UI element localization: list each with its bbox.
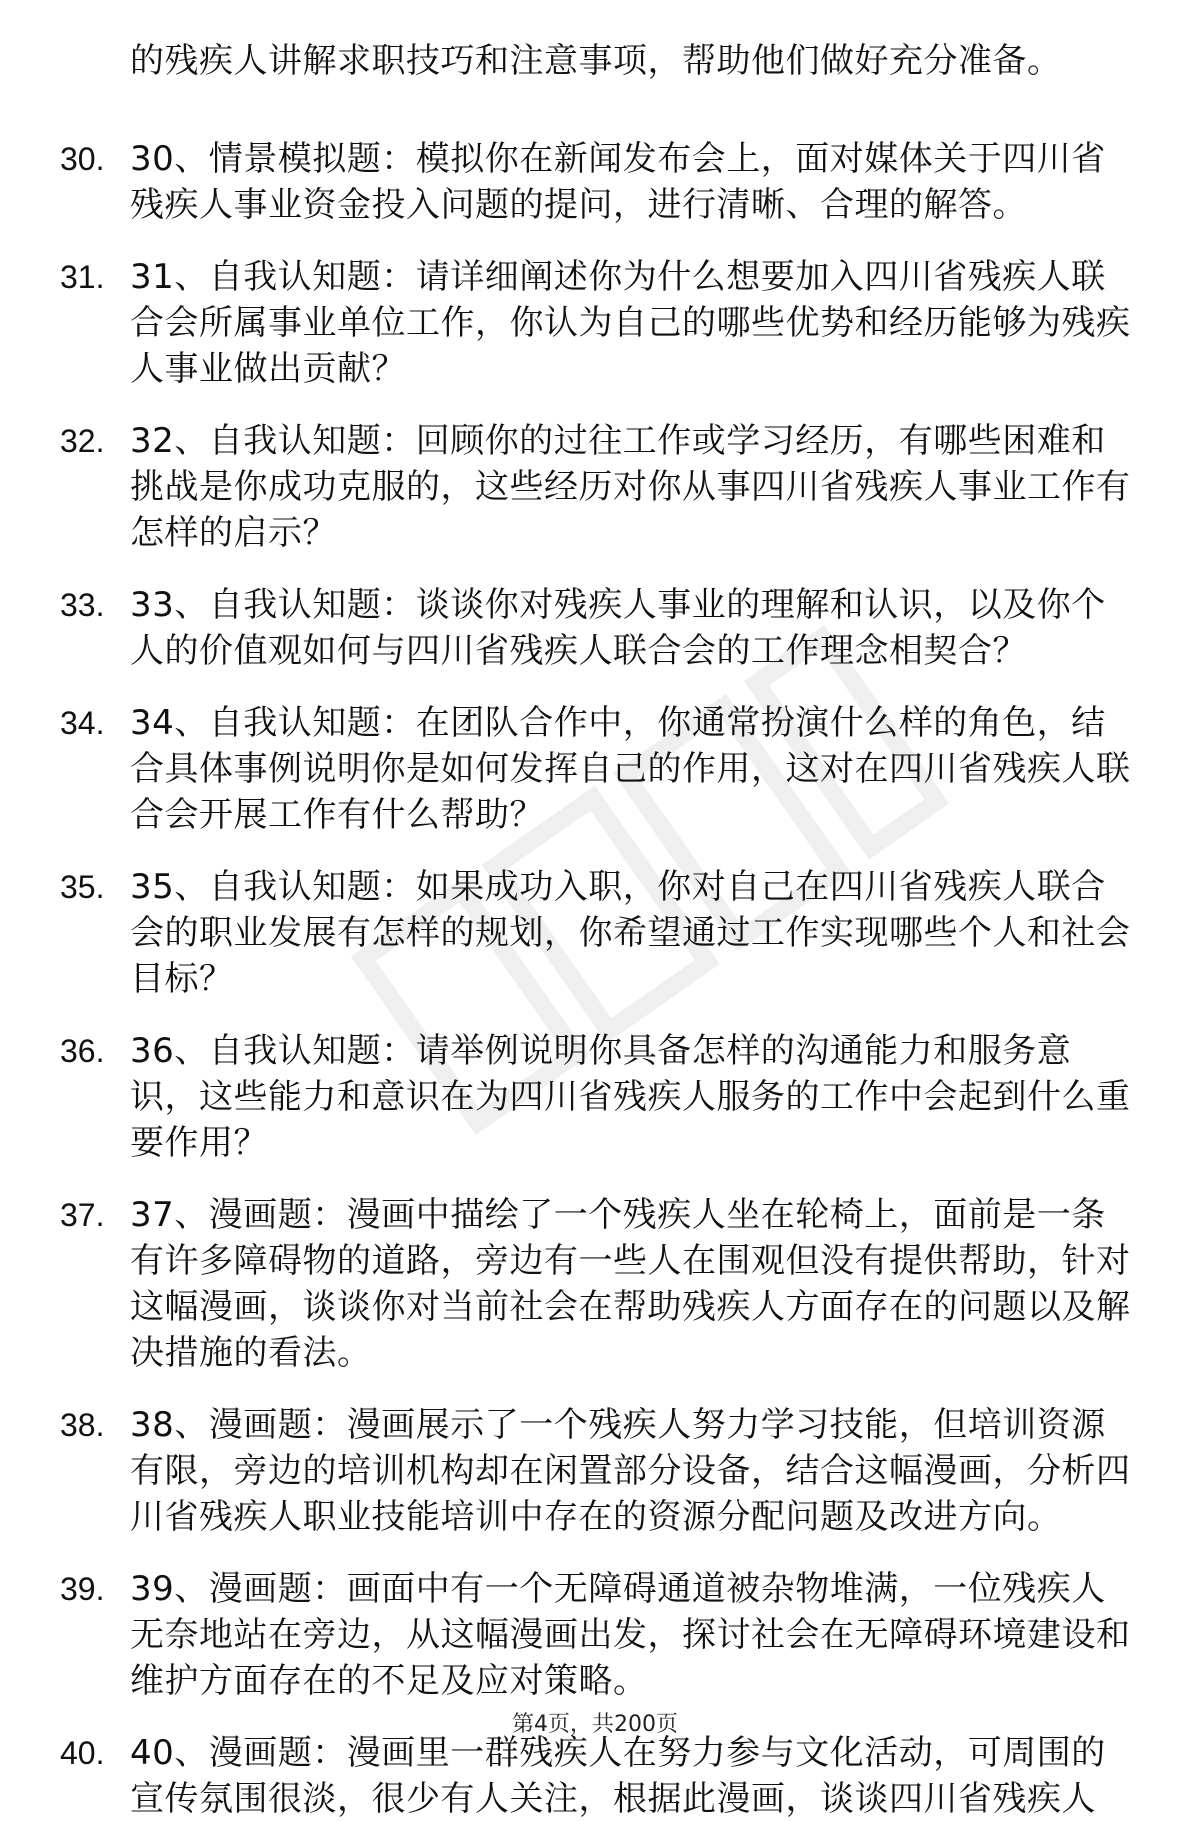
item-number: 31.	[60, 259, 105, 295]
item-number: 33.	[60, 587, 105, 623]
item-number: 30.	[60, 141, 105, 177]
continuation-text: 的残疾人讲解求职技巧和注意事项，帮助他们做好充分准备。	[130, 41, 1062, 81]
page-footer: 第4页，共200页	[512, 1712, 678, 1737]
item-number: 34.	[60, 705, 105, 741]
question-list	[60, 38, 1140, 1822]
item-number: 32.	[60, 423, 105, 459]
list-item	[60, 864, 1140, 1002]
item-text: 35、自我认知题：如果成功入职，你对自己在四川省残疾人联合会的职业发展有怎样的规划，你希望通过工作实现哪些个人和社会目标？	[130, 867, 1131, 999]
item-number: 39.	[60, 1571, 105, 1607]
list-item	[60, 418, 1140, 556]
item-number: 40.	[60, 1735, 105, 1771]
list-item	[60, 136, 1140, 228]
list-item	[60, 254, 1140, 392]
item-text: 33、自我认知题：谈谈你对残疾人事业的理解和认识，以及你个人的价值观如何与四川省残疾人联合会的工作理念相契合？	[130, 585, 1106, 671]
item-text: 30、情景模拟题：模拟你在新闻发布会上，面对媒体关于四川省残疾人事业资金投入问题的提问，进行清晰、合理的解答。	[130, 139, 1106, 225]
item-text: 36、自我认知题：请举例说明你具备怎样的沟通能力和服务意识，这些能力和意识在为四川省残疾人服务的工作中会起到什么重要作用？	[130, 1031, 1131, 1163]
item-text: 38、漫画题：漫画展示了一个残疾人努力学习技能，但培训资源有限，旁边的培训机构却在闲置部分设备，结合这幅漫画，分析四川省残疾人职业技能培训中存在的资源分配问题及改进方向。	[130, 1405, 1131, 1537]
item-text: 37、漫画题：漫画中描绘了一个残疾人坐在轮椅上，面前是一条有许多障碍物的道路，旁边有一些人在围观但没有提供帮助，针对这幅漫画，谈谈你对当前社会在帮助残疾人方面存在的问题以及解决措施的看法。	[130, 1195, 1131, 1373]
list-item	[60, 1566, 1140, 1704]
item-text: 39、漫画题：画面中有一个无障碍通道被杂物堆满，一位残疾人无奈地站在旁边，从这幅漫画出发，探讨社会在无障碍环境建设和维护方面存在的不足及应对策略。	[130, 1569, 1131, 1701]
list-item	[60, 582, 1140, 674]
item-number: 35.	[60, 869, 105, 905]
item-text: 31、自我认知题：请详细阐述你为什么想要加入四川省残疾人联合会所属事业单位工作，你认为自己的哪些优势和经历能够为残疾人事业做出贡献？	[130, 257, 1131, 389]
item-text: 40、漫画题：漫画里一群残疾人在努力参与文化活动，可周围的宣传氛围很淡，很少有人关注，根据此漫画，谈谈四川省残疾人	[130, 1733, 1106, 1819]
item-number: 38.	[60, 1407, 105, 1443]
list-item	[60, 1028, 1140, 1166]
item-number: 36.	[60, 1033, 105, 1069]
item-text: 34、自我认知题：在团队合作中，你通常扮演什么样的角色，结合具体事例说明你是如何发挥自己的作用，这对在四川省残疾人联合会开展工作有什么帮助？	[130, 703, 1131, 835]
item-text: 32、自我认知题：回顾你的过往工作或学习经历，有哪些困难和挑战是你成功克服的，这些经历对你从事四川省残疾人事业工作有怎样的启示？	[130, 421, 1131, 553]
list-item	[60, 1192, 1140, 1376]
list-item	[60, 1730, 1140, 1822]
item-number: 37.	[60, 1197, 105, 1233]
list-item	[60, 700, 1140, 838]
list-item	[60, 1402, 1140, 1540]
